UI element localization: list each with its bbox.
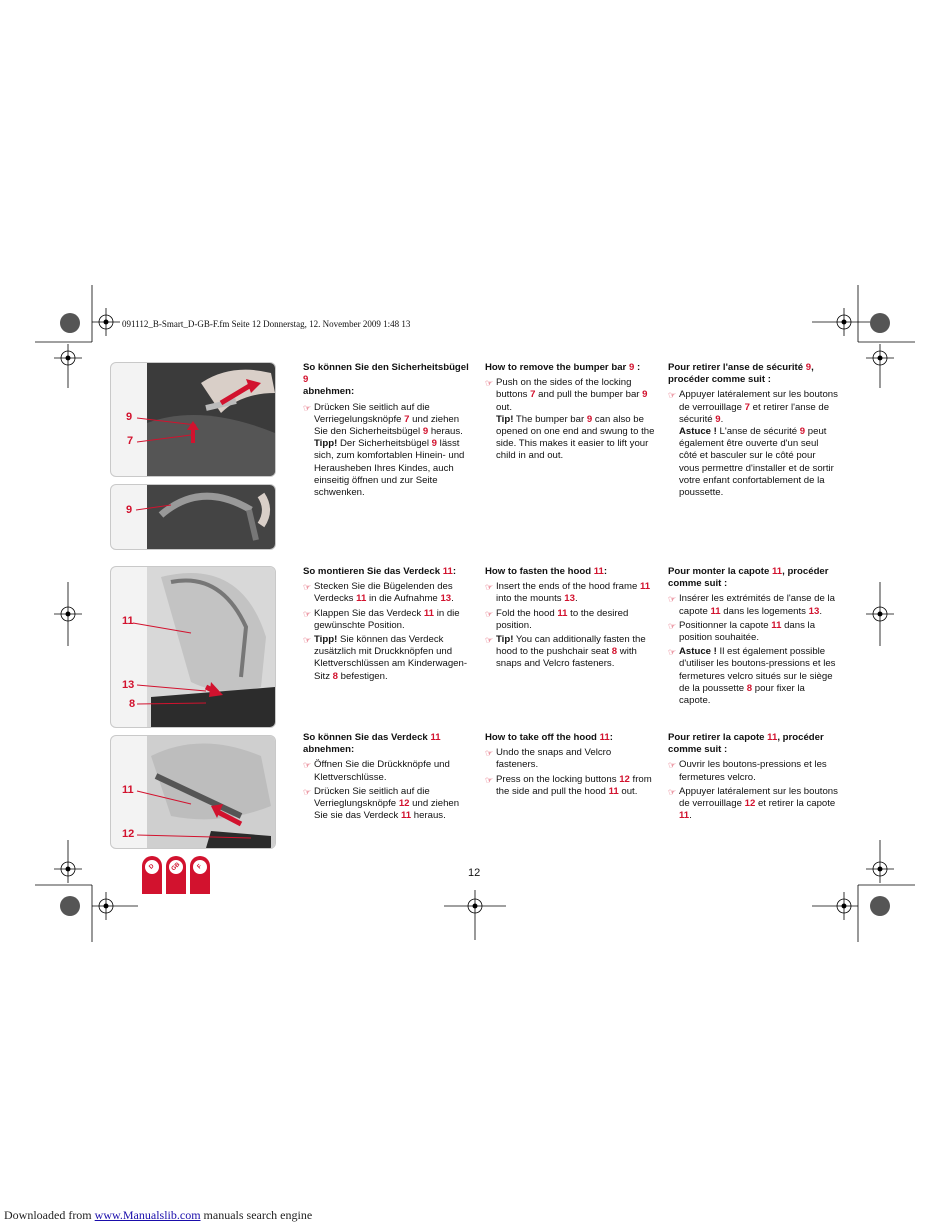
manualslib-link[interactable]: www.Manualslib.com: [94, 1208, 201, 1222]
footer-prefix: Downloaded from: [4, 1208, 95, 1222]
section-title: How to take off the hood 11:: [485, 732, 613, 743]
section-hood-remove-de: [303, 732, 473, 824]
language-tab-f: F: [190, 856, 210, 894]
file-header-line: 091112_B-Smart_D-GB-F.fm Seite 12 Donnerstag, 12. November 2009 1:48 13: [122, 319, 411, 329]
section-title: How to remove the bumper bar 9 :: [485, 362, 641, 373]
language-tabs: [142, 856, 214, 894]
pointer-arrow-icon: ☞: [485, 748, 494, 759]
pointer-arrow-icon: ☞: [485, 635, 494, 646]
illustration-hood-remove: [111, 736, 275, 848]
footer: [4, 1208, 312, 1223]
section-title: So montieren Sie das Verdeck 11:: [303, 566, 457, 577]
pointer-arrow-icon: ☞: [668, 647, 677, 658]
section-title: Pour retirer la capote 11, procéder comme suit :: [668, 732, 824, 756]
page-number: 12: [468, 867, 481, 879]
callout-9: 9: [126, 411, 133, 423]
pointer-arrow-icon: ☞: [303, 582, 312, 593]
pointer-arrow-icon: ☞: [485, 582, 494, 593]
callout-13: 13: [122, 679, 135, 691]
photo-bumper-bar-release: [110, 362, 276, 477]
pointer-arrow-icon: ☞: [303, 635, 312, 646]
pointer-arrow-icon: ☞: [668, 390, 677, 401]
instruction-item: ☞ Undo the snaps and Velcro fasteners.: [485, 747, 612, 771]
illustration-bumper-release: [111, 363, 275, 476]
pointer-arrow-icon: ☞: [668, 620, 677, 631]
callout-9: 9: [126, 504, 133, 516]
instruction-item: ☞ Astuce ! Il est également possible d'utiliser les boutons-pressions et les fermetures velcro situés sur le siège de la poussette 8 pour fixer la capote.: [668, 646, 836, 707]
instruction-item: ☞ Positionner la capote 11 dans la position souhaitée.: [668, 619, 816, 644]
pointer-arrow-icon: ☞: [303, 402, 312, 413]
instruction-item: ☞ Stecken Sie die Bügelenden des Verdecks 11 in die Aufnahme 13.: [303, 581, 454, 605]
instruction-item: ☞ Tipp! Sie können das Verdeck zusätzlich mit Druckknöpfen und Klettverschlüssen am Kinderwagen-Sitz 8 befestigen.: [303, 634, 468, 682]
section-title: Pour retirer l'anse de sécurité 9, procéder comme suit :: [668, 362, 814, 386]
photo-hood-fasten: [110, 566, 276, 728]
section-title: Pour monter la capote 11, procéder comme suit :: [668, 566, 829, 590]
pointer-arrow-icon: ☞: [668, 594, 677, 605]
section-hood-remove-en: [485, 732, 655, 800]
callout-11: 11: [122, 784, 134, 796]
section-title: So können Sie den Sicherheitsbügel 9 abnehmen:: [303, 362, 469, 398]
pointer-arrow-icon: ☞: [303, 760, 312, 771]
section-hood-fasten-fr: [668, 566, 838, 709]
instruction-item: ☞ Appuyer latéralement sur les boutons de verrouillage 12 et retirer la capote 11.: [668, 785, 838, 822]
instruction-item: ☞ Insert the ends of the hood frame 11 into the mounts 13.: [485, 581, 651, 605]
pointer-arrow-icon: ☞: [668, 760, 677, 771]
callout-11: 11: [122, 615, 134, 627]
instruction-item: ☞ Klappen Sie das Verdeck 11 in die gewünschte Position.: [303, 607, 460, 631]
instruction-item: ☞ Drücken Sie seitlich auf die Verrieglungsknöpfe 12 und ziehen Sie sie das Verdeck 11 heraus.: [303, 785, 460, 822]
instruction-item: ☞ Push on the sides of the locking buttons 7 and pull the bumper bar 9 out. Tip! The bumper bar 9 can also be opened on one end and swung to the side. This makes it easier to lift your child in and out.: [485, 377, 655, 462]
callout-8: 8: [129, 698, 136, 710]
section-hood-fasten-en: [485, 566, 655, 673]
illustration-bumper-swing: [111, 485, 275, 549]
photo-hood-remove: [110, 735, 276, 849]
instruction-item: ☞ Insérer les extrémités de l'anse de la capote 11 dans les logements 13.: [668, 593, 835, 617]
callout-7: 7: [127, 435, 134, 447]
instruction-item: ☞ Appuyer latéralement sur les boutons de verrouillage 7 et retirer l'anse de sécurité 9. Astuce ! L'anse de sécurité 9 peut également être ouverte d'un seul côté et basculer sur le côté pour vous permettre d'installer et de sortir votre enfant confortablement de la poussette.: [668, 389, 838, 499]
instruction-item: ☞ Fold the hood 11 to the desired position.: [485, 607, 629, 631]
section-title: So können Sie das Verdeck 11 abnehmen:: [303, 732, 441, 756]
section-hood-fasten-de: [303, 566, 473, 685]
instruction-item: ☞ Press on the locking buttons 12 from the side and pull the hood 11 out.: [485, 773, 652, 797]
instruction-item: ☞ Ouvrir les boutons-pressions et les fermetures velcro.: [668, 759, 827, 783]
section-title: How to fasten the hood 11:: [485, 566, 608, 577]
pointer-arrow-icon: ☞: [668, 786, 677, 797]
section-bumper-de: [303, 362, 473, 501]
section-bumper-en: [485, 362, 655, 465]
footer-suffix: manuals search engine: [200, 1208, 313, 1222]
illustration-hood-fasten: [111, 567, 275, 727]
language-tab-de: D: [142, 856, 162, 894]
section-hood-remove-fr: [668, 732, 838, 824]
pointer-arrow-icon: ☞: [303, 608, 312, 619]
callout-12: 12: [122, 828, 135, 840]
pointer-arrow-icon: ☞: [485, 774, 494, 785]
pointer-arrow-icon: ☞: [485, 608, 494, 619]
instruction-item: ☞ Öffnen Sie die Drückknöpfe und Klettverschlüsse.: [303, 759, 450, 783]
photo-bumper-bar-swing: [110, 484, 276, 550]
instruction-item: ☞ Drücken Sie seitlich auf die Verriegelungsknöpfe 7 und ziehen Sie den Sicherheitsbügel 9 heraus. Tipp! Der Sicherheitsbügel 9 lässt sich, zum komfortablen Hinein- und Herausheben Ihres Kindes, auch einseitig öffnen und zur Seite schwenken.: [303, 401, 465, 499]
instruction-item: ☞ Tip! You can additionally fasten the hood to the pushchair seat 8 with snaps and Velcro fasteners.: [485, 634, 646, 670]
pointer-arrow-icon: ☞: [303, 786, 312, 797]
pointer-arrow-icon: ☞: [485, 378, 494, 389]
language-tab-gb: GB: [166, 856, 186, 894]
section-bumper-fr: [668, 362, 838, 501]
